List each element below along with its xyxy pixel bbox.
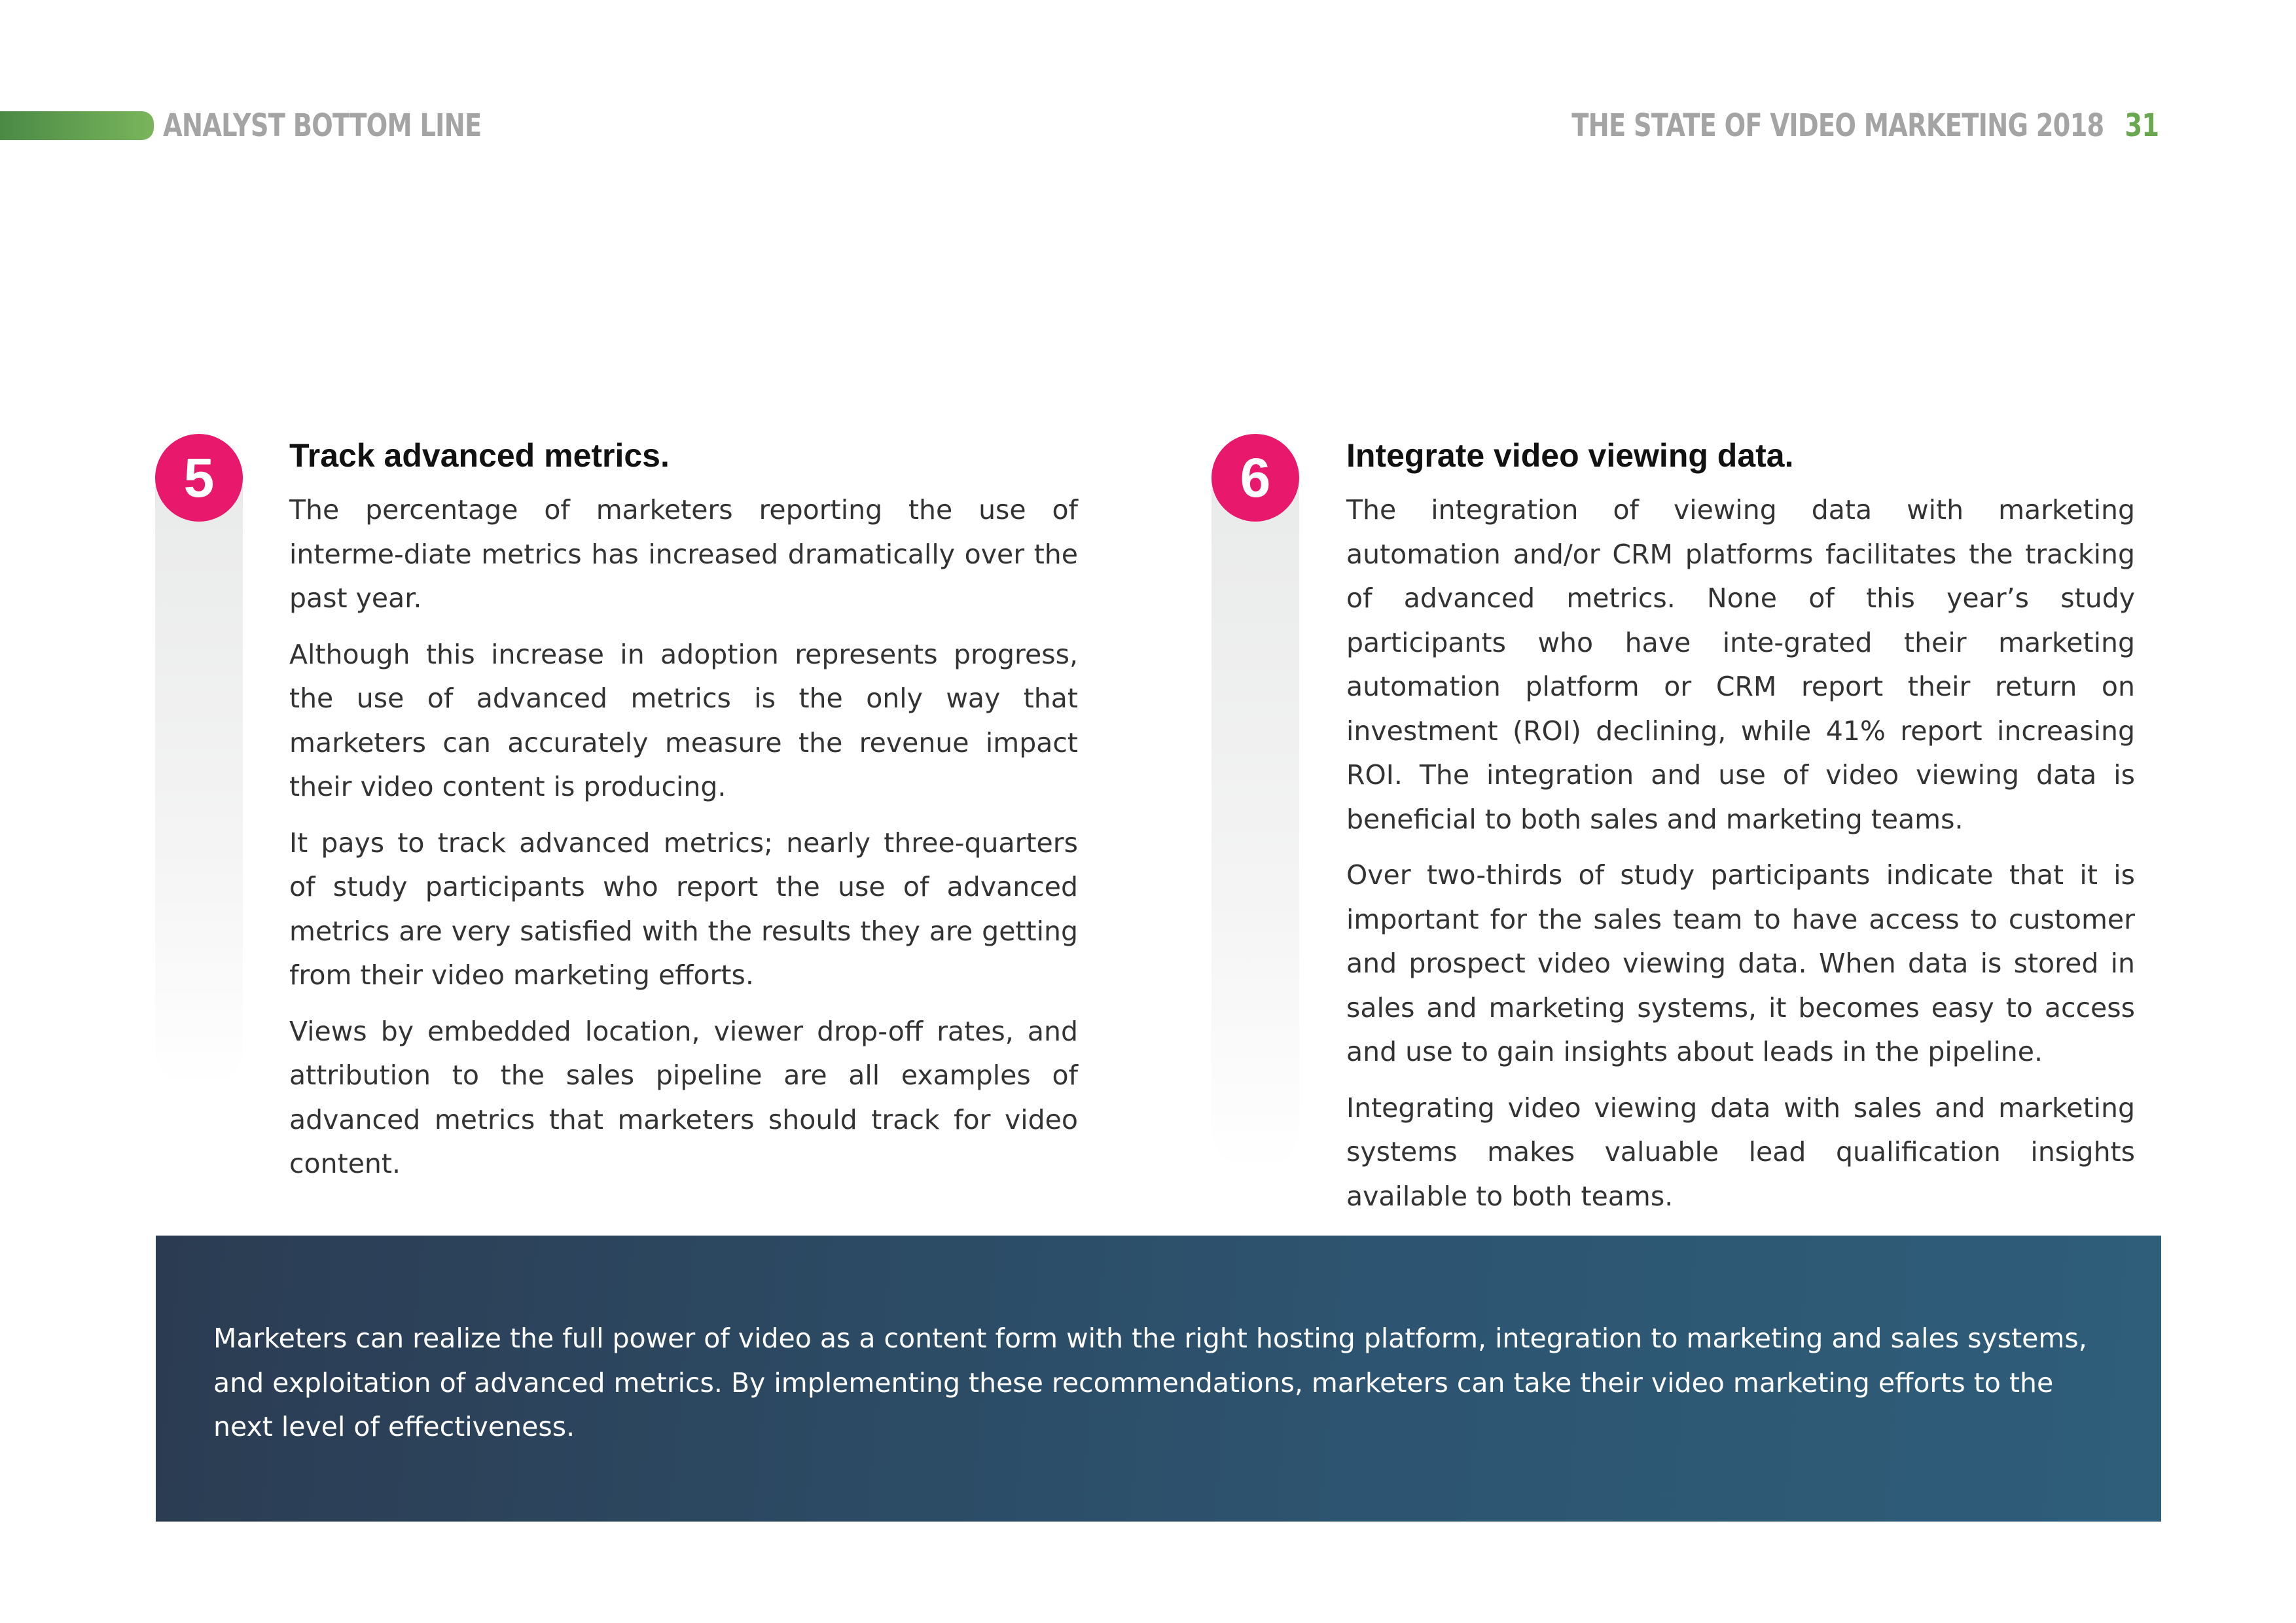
recommendation-5-rail (155, 478, 243, 1090)
recommendation-5-number-badge: 5 (155, 434, 243, 522)
document-title: THE STATE OF VIDEO MARKETING 2018 (1571, 107, 2104, 144)
section-label: ANALYST BOTTOM LINE (163, 107, 482, 144)
bottom-line-text: Marketers can realize the full power of video as a content form with the right hosting platform, integration to marketing and sales systems, and exploitation of advanced metrics. By implementing these recommendations, marketers can take their video marketing efforts to the next level of effectiveness. (213, 1323, 2087, 1442)
running-header (1571, 105, 2159, 147)
recommendation-5-paragraph-3: It pays to track advanced metrics; nearly three-quarters of study participants who report the use of advanced metrics are very satisfied with the results they are getting from their video marketing efforts. (289, 827, 1078, 991)
recommendation-6-rail (1211, 478, 1299, 1171)
recommendation-6 (1346, 432, 2135, 1219)
recommendation-5 (289, 432, 1078, 1186)
recommendation-5-paragraph-4: Views by embedded location, viewer drop-off rates, and attribution to the sales pipeline are all examples of advanced metrics that marketers should track for video content. (289, 1015, 1078, 1179)
header-accent-bar (0, 111, 154, 140)
recommendation-6-paragraph-1: The integration of viewing data with marketing automation and/or CRM platforms facilitates the tracking of advanced metrics. None of this year’s study participants who have inte-grated their marketing automation platform or CRM report their return on investment (ROI) declining, while 41% report increasing ROI. The integration and use of video viewing data is beneficial to both sales and marketing teams. (1346, 494, 2135, 835)
page-number: 31 (2125, 107, 2159, 144)
recommendation-5-paragraph-1: The percentage of marketers reporting the use of interme-diate metrics has increased dramatically over the past year. (289, 494, 1078, 614)
recommendation-5-title: Track advanced metrics. (289, 437, 670, 474)
recommendation-5-paragraph-2: Although this increase in adoption represents progress, the use of advanced metrics is the only way that marketers can accurately measure the revenue impact their video content is producing. (289, 638, 1078, 802)
recommendation-6-paragraph-2: Over two-thirds of study participants indicate that it is important for the sales team to have access to customer and prospect video viewing data. When data is stored in sales and marketing systems, it becomes easy to access and use to gain insights about leads in the pipeline. (1346, 859, 2135, 1067)
recommendation-6-paragraph-3: Integrating video viewing data with sales and marketing systems makes valuable lead qualification insights available to both teams. (1346, 1092, 2135, 1212)
recommendation-6-number-badge: 6 (1211, 434, 1299, 522)
recommendation-6-title: Integrate video viewing data. (1346, 437, 1794, 474)
bottom-line-box (156, 1236, 2161, 1522)
